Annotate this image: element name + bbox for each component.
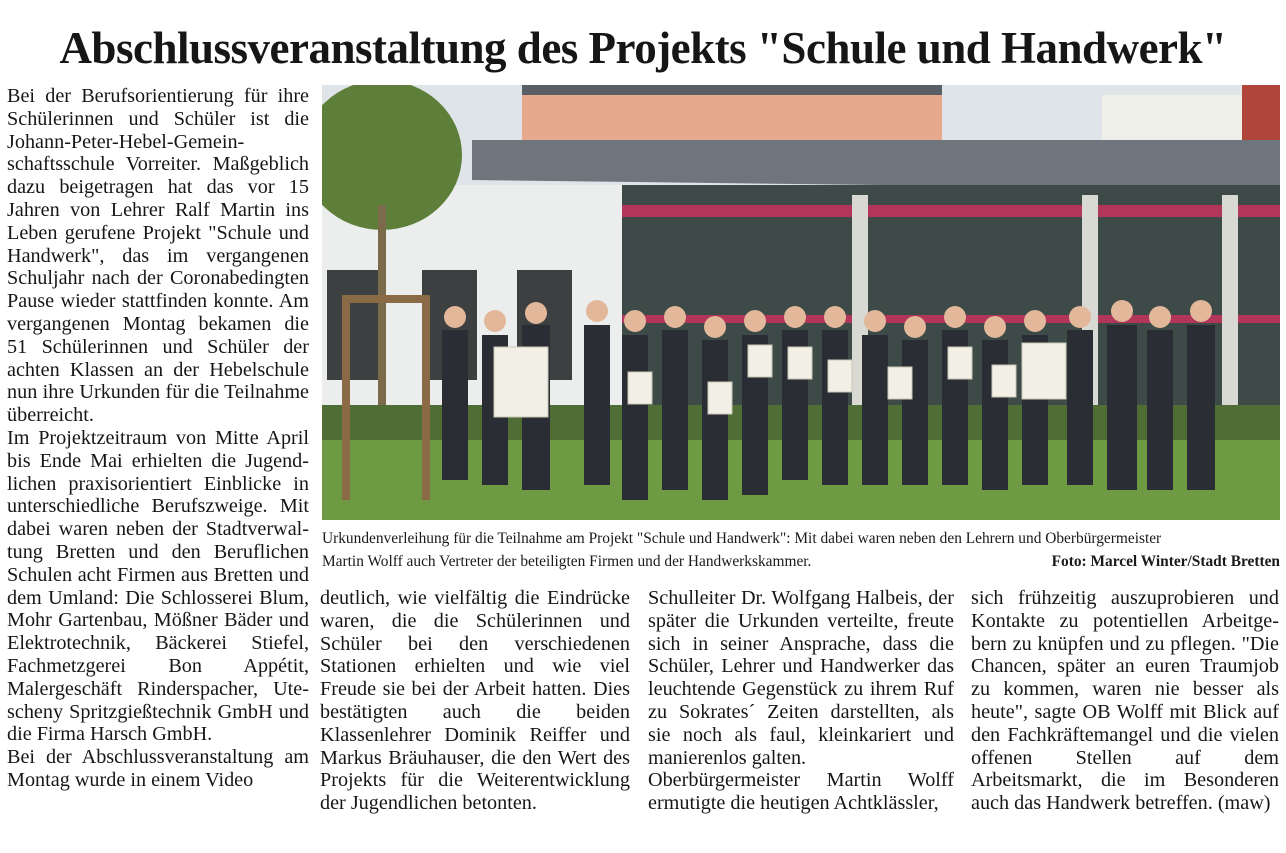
paragraph: deutlich, wie vielfältig die Eindrücke waren, die die Schülerinnen und Schüler bei den verschiedenen Stationen erhielten und wie viel Freude sie bei der Arbeit hatten. Dies bestätigten auch die beiden Klassenlehrer Dominik Reiffer und Markus Bräuhauser, die den Wert des Projekts für die Weiterentwicklung der Jugendlichen betonten. (320, 587, 630, 815)
paragraph: Bei der Berufsorientierung für ihre Schülerinnen und Schüler ist die Johann-Peter-Hebel-Gemeinschaftsschule Vorreiter. Maßgeblich dazu beigetragen hat das vor 15 Jahren von Lehrer Ralf Martin ins Leben gerufene Projekt "Schule und Handwerk", das im vergangenen Schuljahr nach der Coronabedingten Pause wieder stattfinden konnte. Am vergangenen Montag bekamen die 51 Schülerinnen und Schüler der achten Klassen an der Hebelschule nun ihre Urkunden für die Teilnahme überreicht. (7, 85, 309, 427)
article-column-4 (971, 587, 1279, 815)
paragraph: Im Projektzeitraum von Mitte April bis Ende Mai erhielten die Jugendlichen praxisorientiert Einblicke in unterschiedliche Berufszweige. Mit dabei waren neben der Stadtverwaltung Bretten und den Beruflichen Schulen acht Firmen aus Bretten und dem Umland: Die Schlosserei Blum, Mohr Gartenbau, Mößner Bäder und Elektrotechnik, Bäckerei Stiefel, Fachmetzgerei Bon Appétit, Malergeschäft Rinderspacher, Utescheny Spritzgießtechnik GmbH und die Firma Harsch GmbH. (7, 426, 309, 746)
paragraph: Bei der Abschlussveranstaltung am Montag wurde in einem Video (7, 746, 309, 791)
article-column-1 (7, 85, 309, 792)
paragraph: Oberbürgermeister Martin Wolff ermutigte die heutigen Achtklässler, (648, 769, 954, 815)
article-column-3 (648, 587, 954, 815)
caption-line-2: Martin Wolff auch Vertreter der beteiligten Firmen und der Handwerkskammer. (322, 553, 812, 570)
paragraph: Schulleiter Dr. Wolfgang Halbeis, der später die Urkunden verteilte, freute sich in seiner Ansprache, dass die Schüler, Lehrer und Handwerker das leuchtende Gegenstück zu ihrem Ruf zu Sokrates´ Zeiten darstellten, als sie noch als faul, kleinkariert und manierenlos galten. (648, 587, 954, 769)
photo-credit: Foto: Marcel Winter/Stadt Bretten (1051, 553, 1280, 570)
photo-illustration (322, 85, 1280, 520)
article-column-2 (320, 587, 630, 815)
caption-line-1: Urkundenverleihung für die Teilnahme am Projekt "Schule und Handwerk": Mit dabei waren neben den Lehrern und Oberbürgermeister (322, 530, 1162, 547)
group-photo (322, 85, 1280, 520)
article-headline: Abschlussveranstaltung des Projekts "Schule und Handwerk" (59, 23, 1227, 73)
paragraph: sich frühzeitig auszuprobieren und Kontakte zu potentiellen Arbeitgebern zu knüpfen und zu pflegen. "Die Chancen, später an euren Traumjob zu kommen, waren nie besser als heute", sagte OB Wolff mit Blick auf den Fachkräftemangel und die vielen offenen Stellen auf dem Arbeitsmarkt, die im Besonderen auch das Handwerk betreffen. (maw) (971, 587, 1279, 815)
photo-caption (322, 527, 1280, 573)
